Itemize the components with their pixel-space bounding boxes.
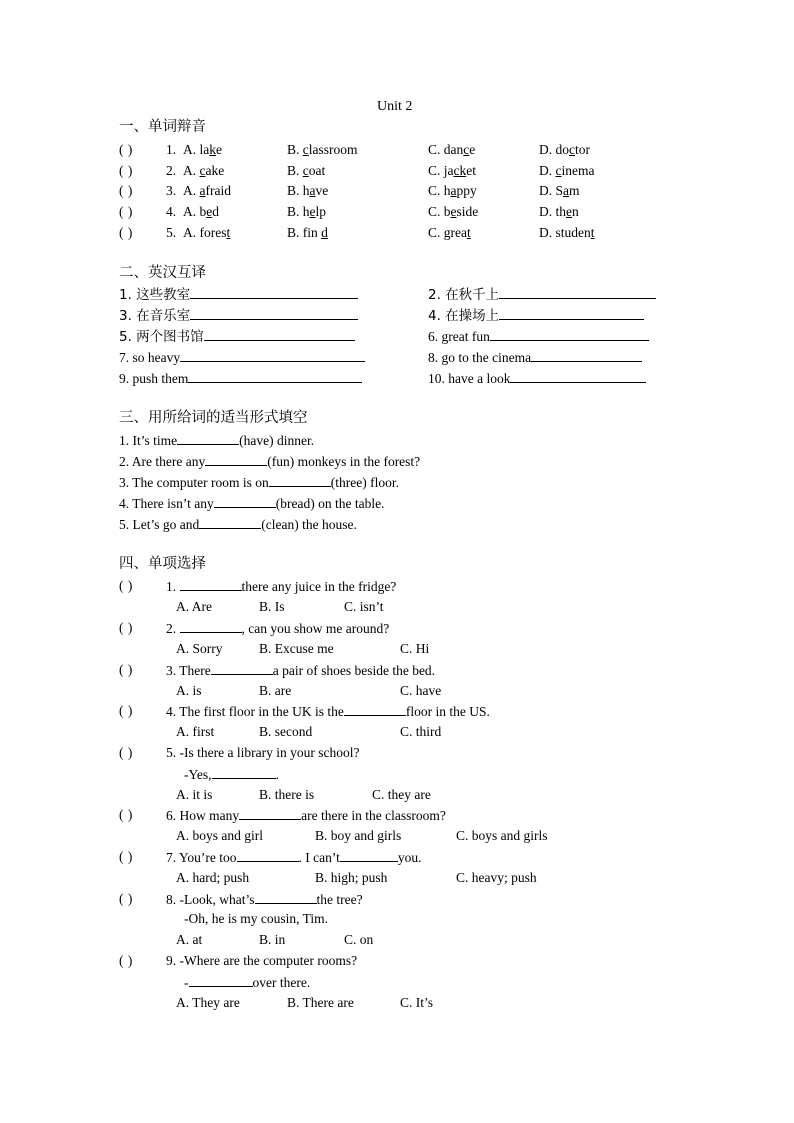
translation-prompt: 2. 在秋千上	[428, 287, 500, 303]
stem-text: are there in the classroom?	[301, 808, 446, 823]
answer-bracket[interactable]: ( )	[119, 662, 133, 677]
option-text: ppy	[456, 183, 477, 198]
stem-text: 8. -Look, what’s	[166, 892, 255, 907]
choice-option[interactable]: C. It’s	[400, 995, 434, 1010]
question-stem	[166, 619, 389, 638]
option-text: inema	[561, 163, 595, 178]
translation-prompt: 5. 两个图书馆	[119, 329, 204, 345]
translation-blank[interactable]	[190, 285, 358, 299]
option-a[interactable]	[183, 182, 231, 200]
choice-option[interactable]: C. Hi	[400, 641, 430, 656]
fill-blank[interactable]	[199, 515, 261, 529]
underlined-letters: a	[309, 183, 316, 198]
fill-item	[119, 515, 357, 534]
choice-option[interactable]: A. is	[176, 683, 202, 698]
translation-blank[interactable]	[188, 369, 362, 383]
option-text: ve	[315, 183, 329, 198]
question-stem	[166, 744, 359, 762]
stem-text: -	[184, 975, 189, 990]
stem-text: -Oh, he is my cousin, Tim.	[184, 911, 329, 926]
option-text: D.	[539, 163, 556, 178]
stem-text: 9. -Where are the computer rooms?	[166, 953, 358, 968]
fill-blank[interactable]	[269, 473, 331, 487]
question-stem	[166, 806, 446, 825]
translation-prompt: 8. go to the cinema	[428, 350, 532, 365]
stem-text: over there.	[252, 975, 311, 990]
answer-blank[interactable]	[212, 765, 276, 779]
page-title: Unit 2	[377, 99, 413, 114]
question-subline	[184, 973, 310, 992]
stem-text: , can you show me around?	[241, 621, 390, 636]
fill-text: (three) floor.	[330, 475, 399, 490]
option-text: e	[469, 142, 476, 157]
option-text: C. b	[428, 204, 451, 219]
question-stem	[166, 952, 357, 970]
translation-item	[428, 285, 656, 304]
stem-text: there any juice in the fridge?	[241, 579, 397, 594]
stem-text: -Yes,	[184, 767, 212, 782]
underlined-letters: t	[466, 225, 471, 240]
translation-blank[interactable]	[490, 327, 649, 341]
answer-bracket[interactable]: ( )	[119, 183, 133, 198]
option-text: m	[569, 183, 580, 198]
option-text: A.	[183, 183, 200, 198]
answer-bracket[interactable]: ( )	[119, 163, 133, 178]
section-heading-1: 一、单词辩音	[119, 119, 206, 135]
choice-option[interactable]: C. boys and girls	[456, 828, 548, 843]
option-a[interactable]	[183, 141, 222, 159]
underlined-letters: c	[302, 142, 309, 157]
answer-blank[interactable]	[255, 890, 317, 904]
question-stem	[166, 577, 396, 596]
choice-option[interactable]: C. heavy; push	[456, 870, 537, 885]
underlined-letters: a	[563, 183, 570, 198]
translation-blank[interactable]	[499, 306, 644, 320]
option-a[interactable]	[183, 203, 219, 221]
option-text: lp	[315, 204, 327, 219]
option-c[interactable]	[428, 224, 471, 242]
answer-bracket[interactable]: ( )	[119, 142, 133, 157]
underlined-letters: a	[199, 183, 206, 198]
underlined-letters: ck	[453, 163, 467, 178]
stem-text: the tree?	[316, 892, 363, 907]
option-a[interactable]	[183, 224, 230, 242]
option-text: B.	[287, 142, 303, 157]
option-text: A.	[183, 163, 200, 178]
choice-option[interactable]: B. boy and girls	[315, 828, 402, 843]
question-subline	[184, 765, 279, 784]
underlined-letters: c	[463, 142, 470, 157]
option-text: B. h	[287, 204, 310, 219]
stem-text: 1.	[166, 579, 180, 594]
choice-option[interactable]: A. it is	[176, 787, 213, 802]
fill-text: 3. The computer room is on	[119, 475, 269, 490]
choice-option[interactable]: A. first	[176, 724, 215, 739]
choice-option[interactable]: B. high; push	[315, 870, 388, 885]
question-number: 3.	[166, 183, 177, 198]
stem-text: 2.	[166, 621, 180, 636]
choice-option[interactable]: A. hard; push	[176, 870, 250, 885]
underlined-letters: c	[555, 163, 562, 178]
option-text: e	[216, 142, 222, 157]
fill-text: 2. Are there any	[119, 454, 206, 469]
option-text: C. dan	[428, 142, 464, 157]
fill-blank[interactable]	[177, 431, 239, 445]
answer-bracket[interactable]: ( )	[119, 703, 133, 718]
answer-bracket[interactable]: ( )	[119, 849, 133, 864]
answer-bracket[interactable]: ( )	[119, 891, 133, 906]
choice-option[interactable]: B. Excuse me	[259, 641, 334, 656]
option-b[interactable]	[287, 224, 328, 242]
choice-option[interactable]: B. There are	[287, 995, 354, 1010]
answer-blank[interactable]	[211, 661, 273, 675]
fill-text: (fun) monkeys in the forest?	[267, 454, 421, 469]
answer-blank[interactable]	[189, 973, 253, 987]
option-text: B. fin	[287, 225, 322, 240]
option-d[interactable]	[539, 182, 580, 200]
underlined-letters: t	[590, 225, 595, 240]
option-a[interactable]	[183, 162, 224, 180]
question-stem	[166, 848, 422, 867]
translation-item	[119, 327, 355, 346]
underlined-letters: e	[206, 204, 213, 219]
underlined-letters: k	[209, 142, 216, 157]
stem-text: . I can’t	[298, 850, 340, 865]
underlined-letters: d	[321, 225, 328, 240]
answer-bracket[interactable]: ( )	[119, 204, 133, 219]
answer-bracket[interactable]: ( )	[119, 745, 133, 760]
option-text: D. th	[539, 204, 566, 219]
option-c[interactable]	[428, 141, 475, 159]
choice-option[interactable]: B. second	[259, 724, 313, 739]
question-number: 4.	[166, 204, 177, 219]
option-text: B. h	[287, 183, 310, 198]
option-text: A. b	[183, 204, 207, 219]
choice-option[interactable]: A. boys and girl	[176, 828, 263, 843]
fill-item	[119, 494, 384, 513]
question-number: 2.	[166, 163, 177, 178]
answer-blank[interactable]	[344, 702, 406, 716]
option-text: A. fores	[183, 225, 227, 240]
answer-blank[interactable]	[180, 577, 242, 591]
choice-option[interactable]: C. have	[400, 683, 442, 698]
choice-option[interactable]: C. they are	[372, 787, 431, 802]
option-text: ake	[205, 163, 225, 178]
option-d[interactable]	[539, 224, 595, 242]
fill-text: (clean) the house.	[261, 517, 357, 532]
translation-blank[interactable]	[190, 306, 358, 320]
translation-prompt: 6. great fun	[428, 329, 490, 344]
underlined-letters: c	[569, 142, 575, 157]
translation-item	[428, 348, 642, 367]
option-text: D. S	[539, 183, 564, 198]
translation-blank[interactable]	[499, 285, 656, 299]
answer-blank[interactable]	[237, 848, 299, 862]
fill-item	[119, 473, 399, 492]
stem-text: .	[275, 767, 279, 782]
translation-prompt: 1. 这些教室	[119, 287, 191, 303]
option-text: C. grea	[428, 225, 467, 240]
underlined-letters: c	[199, 163, 206, 178]
translation-prompt: 9. push them	[119, 371, 189, 386]
option-b[interactable]	[287, 162, 325, 180]
choice-option[interactable]: A. They are	[176, 995, 240, 1010]
translation-item	[428, 369, 646, 388]
translation-blank[interactable]	[180, 348, 365, 362]
answer-bracket[interactable]: ( )	[119, 807, 133, 822]
choice-option[interactable]: C. isn’t	[344, 599, 384, 614]
choice-option[interactable]: B. in	[259, 932, 286, 947]
answer-blank[interactable]	[180, 619, 242, 633]
section-heading-3: 三、用所给词的适当形式填空	[119, 410, 308, 426]
answer-blank[interactable]	[340, 848, 398, 862]
stem-text: floor in the US.	[405, 704, 490, 719]
underlined-letters: c	[302, 163, 309, 178]
option-text: C. h	[428, 183, 451, 198]
stem-text: 6. How many	[166, 808, 240, 823]
option-d[interactable]	[539, 141, 590, 159]
choice-option[interactable]: B. there is	[259, 787, 315, 802]
option-text: lassroom	[308, 142, 358, 157]
fill-blank[interactable]	[205, 452, 267, 466]
stem-text: 3. There	[166, 663, 211, 678]
option-b[interactable]	[287, 203, 326, 221]
option-text: tor	[575, 142, 590, 157]
option-text: fraid	[205, 183, 231, 198]
translation-prompt: 4. 在操场上	[428, 308, 500, 324]
fill-text: 4. There isn’t any	[119, 496, 214, 511]
translation-prompt: 3. 在音乐室	[119, 308, 191, 324]
choice-option[interactable]: C. on	[344, 932, 374, 947]
stem-text: a pair of shoes beside the bed.	[272, 663, 436, 678]
option-d[interactable]	[539, 203, 579, 221]
option-text: side	[456, 204, 479, 219]
option-text: et	[466, 163, 476, 178]
fill-text: (have) dinner.	[239, 433, 315, 448]
underlined-letters: e	[566, 204, 572, 219]
choice-option[interactable]: A. Sorry	[176, 641, 223, 656]
stem-text: 4. The first floor in the UK is the	[166, 704, 344, 719]
translation-blank[interactable]	[204, 327, 355, 341]
fill-text: (bread) on the table.	[275, 496, 385, 511]
option-b[interactable]	[287, 182, 328, 200]
option-text: C. ja	[428, 163, 454, 178]
translation-item	[428, 327, 649, 346]
option-c[interactable]	[428, 162, 476, 180]
answer-bracket[interactable]: ( )	[119, 225, 133, 240]
translation-blank[interactable]	[510, 369, 646, 383]
choice-option[interactable]: C. third	[400, 724, 442, 739]
section-heading-4: 四、单项选择	[119, 556, 206, 572]
fill-blank[interactable]	[214, 494, 276, 508]
underlined-letters: e	[450, 204, 457, 219]
question-stem	[166, 890, 363, 909]
answer-bracket[interactable]: ( )	[119, 578, 133, 593]
translation-prompt: 7. so heavy	[119, 350, 181, 365]
question-number: 1.	[166, 142, 177, 157]
translation-item	[119, 285, 358, 304]
option-d[interactable]	[539, 162, 595, 180]
stem-text: 5. -Is there a library in your school?	[166, 745, 360, 760]
question-stem	[166, 702, 490, 721]
option-b[interactable]	[287, 141, 358, 159]
section-heading-2: 二、英汉互译	[119, 265, 206, 281]
choice-option[interactable]: B. are	[259, 683, 292, 698]
option-c[interactable]	[428, 203, 478, 221]
question-stem	[166, 661, 435, 680]
question-subline	[184, 910, 328, 928]
option-text: oat	[308, 163, 326, 178]
option-text: D. studen	[539, 225, 591, 240]
choice-option[interactable]: A. Are	[176, 599, 212, 614]
option-text: D. do	[539, 142, 569, 157]
stem-text: you.	[397, 850, 422, 865]
option-text: d	[212, 204, 219, 219]
translation-item	[428, 306, 644, 325]
stem-text: 7. You’re too	[166, 850, 237, 865]
underlined-letters: e	[309, 204, 316, 219]
option-text: A. la	[183, 142, 210, 157]
fill-text: 1. It’s time	[119, 433, 178, 448]
translation-item	[119, 306, 358, 325]
option-text: B.	[287, 163, 303, 178]
answer-bracket[interactable]: ( )	[119, 953, 133, 968]
fill-item	[119, 452, 420, 471]
choice-option[interactable]: B. Is	[259, 599, 285, 614]
underlined-letters: t	[226, 225, 231, 240]
fill-text: 5. Let’s go and	[119, 517, 200, 532]
translation-item	[119, 369, 362, 388]
option-text: n	[572, 204, 579, 219]
translation-item	[119, 348, 365, 367]
underlined-letters: a	[450, 183, 457, 198]
choice-option[interactable]: A. at	[176, 932, 203, 947]
translation-blank[interactable]	[531, 348, 642, 362]
translation-prompt: 10. have a look	[428, 371, 511, 386]
answer-bracket[interactable]: ( )	[119, 620, 133, 635]
fill-item	[119, 431, 314, 450]
question-number: 5.	[166, 225, 177, 240]
option-c[interactable]	[428, 182, 477, 200]
answer-blank[interactable]	[239, 806, 301, 820]
